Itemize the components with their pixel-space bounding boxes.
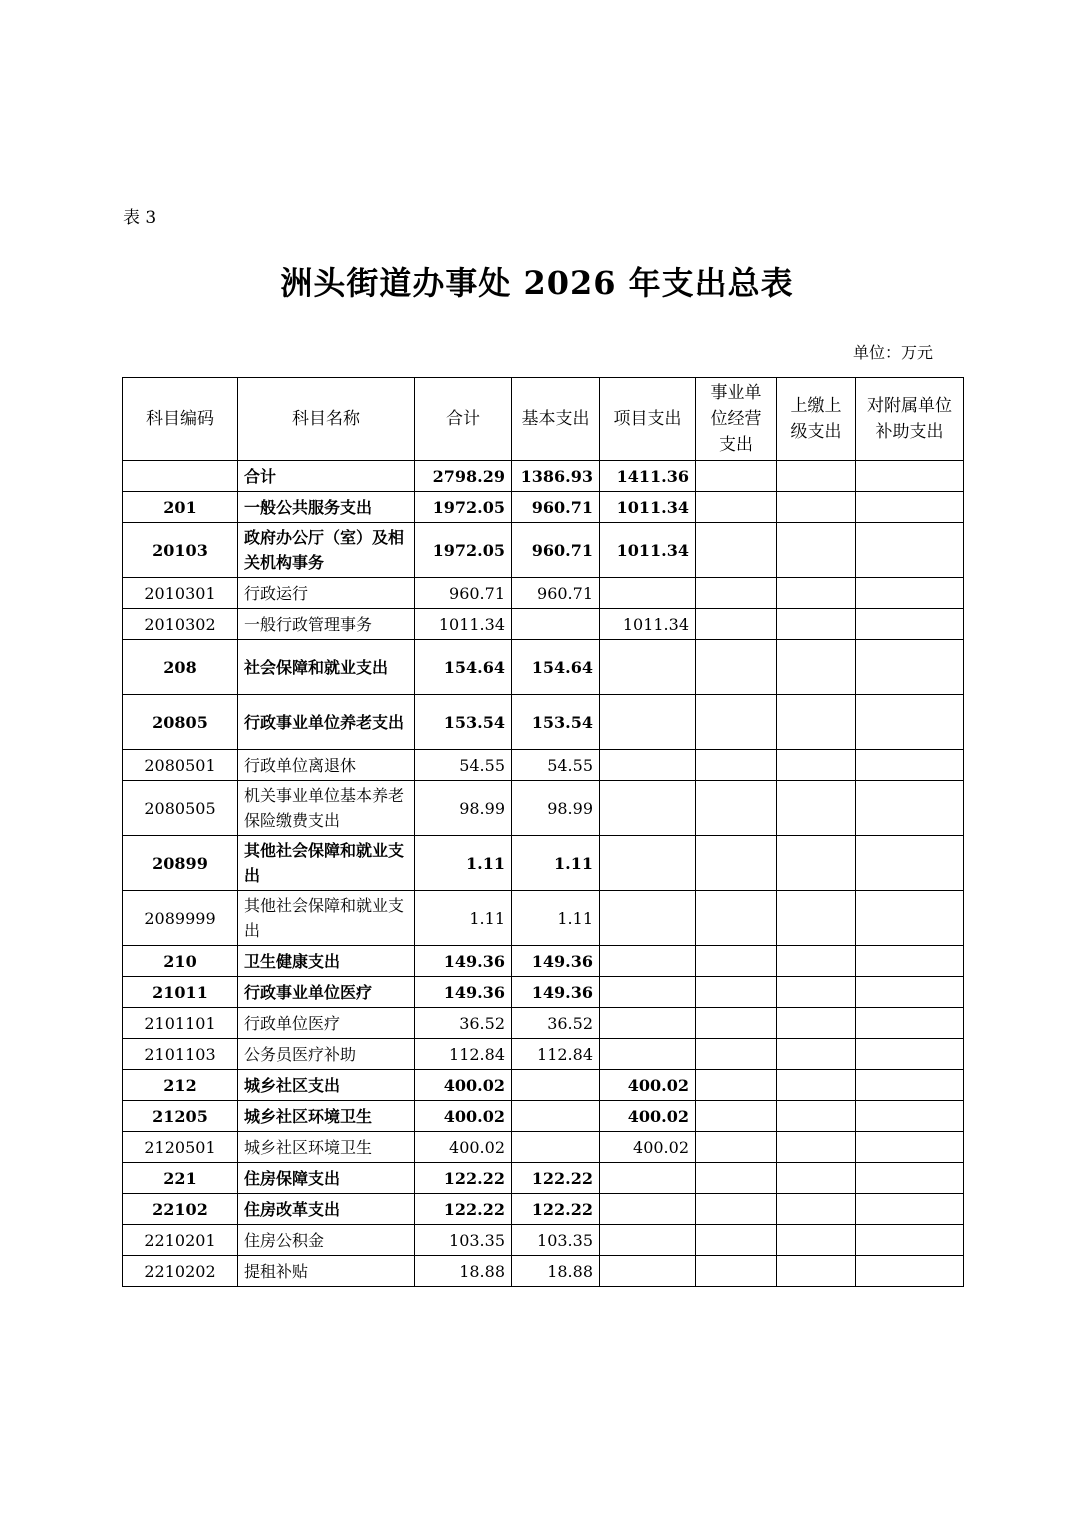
- cell-sub: [856, 1070, 964, 1101]
- cell-basic: 18.88: [512, 1256, 600, 1287]
- cell-upper: [777, 1194, 856, 1225]
- unit-label: 单位：万元: [852, 343, 933, 362]
- cell-basic: 122.22: [512, 1194, 600, 1225]
- column-header: 上缴上级支出: [777, 378, 856, 461]
- cell-total: 154.64: [415, 640, 512, 695]
- cell-basic: 98.99: [512, 781, 600, 836]
- column-header: 项目支出: [600, 378, 696, 461]
- cell-upper: [777, 1070, 856, 1101]
- cell-basic: [512, 1070, 600, 1101]
- cell-name: 社会保障和就业支出: [238, 640, 415, 695]
- cell-name: 住房保障支出: [238, 1163, 415, 1194]
- cell-basic: 1386.93: [512, 461, 600, 492]
- cell-total: 1.11: [415, 891, 512, 946]
- table-row: [123, 578, 964, 609]
- cell-total: 153.54: [415, 695, 512, 750]
- cell-project: [600, 977, 696, 1008]
- cell-biz: [696, 946, 777, 977]
- cell-total: 2798.29: [415, 461, 512, 492]
- cell-upper: [777, 891, 856, 946]
- cell-code: 2080505: [123, 781, 238, 836]
- cell-basic: 149.36: [512, 977, 600, 1008]
- cell-code: 210: [123, 946, 238, 977]
- cell-code: 2101103: [123, 1039, 238, 1070]
- cell-code: 208: [123, 640, 238, 695]
- cell-name: 公务员医疗补助: [238, 1039, 415, 1070]
- cell-total: 122.22: [415, 1163, 512, 1194]
- cell-code: 2120501: [123, 1132, 238, 1163]
- cell-project: [600, 750, 696, 781]
- cell-name: 其他社会保障和就业支出: [238, 836, 415, 891]
- column-header: 对附属单位补助支出: [856, 378, 964, 461]
- cell-name: 政府办公厅（室）及相关机构事务: [238, 523, 415, 578]
- cell-project: 1411.36: [600, 461, 696, 492]
- cell-name: 城乡社区支出: [238, 1070, 415, 1101]
- cell-sub: [856, 946, 964, 977]
- cell-code: 22102: [123, 1194, 238, 1225]
- cell-upper: [777, 1132, 856, 1163]
- cell-upper: [777, 492, 856, 523]
- cell-biz: [696, 781, 777, 836]
- cell-upper: [777, 609, 856, 640]
- cell-name: 一般公共服务支出: [238, 492, 415, 523]
- cell-code: 201: [123, 492, 238, 523]
- cell-project: [600, 836, 696, 891]
- column-header: 基本支出: [512, 378, 600, 461]
- cell-project: [600, 1225, 696, 1256]
- cell-basic: 54.55: [512, 750, 600, 781]
- cell-project: 400.02: [600, 1132, 696, 1163]
- cell-basic: 154.64: [512, 640, 600, 695]
- cell-biz: [696, 578, 777, 609]
- column-header: 合计: [415, 378, 512, 461]
- table-row: [123, 1039, 964, 1070]
- cell-project: 1011.34: [600, 492, 696, 523]
- cell-project: [600, 695, 696, 750]
- cell-basic: [512, 609, 600, 640]
- cell-sub: [856, 695, 964, 750]
- cell-name: 城乡社区环境卫生: [238, 1101, 415, 1132]
- cell-biz: [696, 1070, 777, 1101]
- cell-sub: [856, 1101, 964, 1132]
- cell-code: 2010301: [123, 578, 238, 609]
- table-row: [123, 946, 964, 977]
- cell-biz: [696, 1256, 777, 1287]
- table-row: [123, 891, 964, 946]
- cell-total: 1011.34: [415, 609, 512, 640]
- cell-upper: [777, 461, 856, 492]
- cell-total: 400.02: [415, 1101, 512, 1132]
- cell-sub: [856, 836, 964, 891]
- cell-sub: [856, 461, 964, 492]
- cell-upper: [777, 1163, 856, 1194]
- table-row: [123, 1008, 964, 1039]
- table-row: [123, 609, 964, 640]
- cell-name: 城乡社区环境卫生: [238, 1132, 415, 1163]
- cell-basic: [512, 1101, 600, 1132]
- cell-name: 住房改革支出: [238, 1194, 415, 1225]
- cell-project: [600, 1008, 696, 1039]
- cell-total: 112.84: [415, 1039, 512, 1070]
- cell-total: 54.55: [415, 750, 512, 781]
- page-title: 洲头街道办事处 2026 年支出总表: [280, 264, 794, 302]
- cell-code: 20103: [123, 523, 238, 578]
- cell-basic: 960.71: [512, 578, 600, 609]
- table-row: [123, 836, 964, 891]
- table-row: [123, 492, 964, 523]
- cell-upper: [777, 1039, 856, 1070]
- table-row: [123, 523, 964, 578]
- cell-sub: [856, 1225, 964, 1256]
- cell-sub: [856, 781, 964, 836]
- cell-total: 36.52: [415, 1008, 512, 1039]
- cell-code: 21205: [123, 1101, 238, 1132]
- expense-table: [122, 377, 964, 1287]
- cell-biz: [696, 750, 777, 781]
- cell-biz: [696, 461, 777, 492]
- cell-sub: [856, 1132, 964, 1163]
- cell-name: 提租补贴: [238, 1256, 415, 1287]
- cell-total: 149.36: [415, 977, 512, 1008]
- cell-name: 一般行政管理事务: [238, 609, 415, 640]
- cell-project: [600, 781, 696, 836]
- cell-name: 住房公积金: [238, 1225, 415, 1256]
- cell-name: 其他社会保障和就业支出: [238, 891, 415, 946]
- cell-biz: [696, 1008, 777, 1039]
- cell-project: [600, 891, 696, 946]
- cell-code: 2080501: [123, 750, 238, 781]
- cell-basic: 122.22: [512, 1163, 600, 1194]
- cell-project: 400.02: [600, 1101, 696, 1132]
- cell-name: 行政事业单位养老支出: [238, 695, 415, 750]
- cell-upper: [777, 1101, 856, 1132]
- cell-name: 行政单位医疗: [238, 1008, 415, 1039]
- cell-biz: [696, 695, 777, 750]
- cell-upper: [777, 640, 856, 695]
- cell-sub: [856, 1194, 964, 1225]
- cell-total: 103.35: [415, 1225, 512, 1256]
- cell-basic: 1.11: [512, 891, 600, 946]
- table-row: [123, 1225, 964, 1256]
- cell-upper: [777, 1256, 856, 1287]
- cell-name: 行政运行: [238, 578, 415, 609]
- cell-total: 400.02: [415, 1132, 512, 1163]
- cell-upper: [777, 946, 856, 977]
- cell-sub: [856, 1163, 964, 1194]
- cell-basic: 103.35: [512, 1225, 600, 1256]
- cell-biz: [696, 1101, 777, 1132]
- cell-upper: [777, 1225, 856, 1256]
- cell-basic: 960.71: [512, 492, 600, 523]
- cell-sub: [856, 578, 964, 609]
- table-row: [123, 977, 964, 1008]
- cell-basic: 1.11: [512, 836, 600, 891]
- cell-code: 2010302: [123, 609, 238, 640]
- cell-total: 149.36: [415, 946, 512, 977]
- table-row: [123, 695, 964, 750]
- cell-total: 122.22: [415, 1194, 512, 1225]
- cell-sub: [856, 609, 964, 640]
- table-body: [123, 461, 964, 1287]
- cell-upper: [777, 578, 856, 609]
- cell-upper: [777, 781, 856, 836]
- cell-sub: [856, 891, 964, 946]
- cell-biz: [696, 1163, 777, 1194]
- cell-basic: 149.36: [512, 946, 600, 977]
- cell-upper: [777, 1008, 856, 1039]
- cell-name: 机关事业单位基本养老保险缴费支出: [238, 781, 415, 836]
- cell-total: 1972.05: [415, 492, 512, 523]
- cell-biz: [696, 891, 777, 946]
- cell-code: 2089999: [123, 891, 238, 946]
- table-row: [123, 1070, 964, 1101]
- cell-code: 2101101: [123, 1008, 238, 1039]
- cell-biz: [696, 492, 777, 523]
- table-label: 表 3: [123, 208, 157, 228]
- cell-total: 1972.05: [415, 523, 512, 578]
- cell-project: 1011.34: [600, 609, 696, 640]
- cell-upper: [777, 750, 856, 781]
- table-row: [123, 1163, 964, 1194]
- cell-sub: [856, 1008, 964, 1039]
- cell-name: 行政单位离退休: [238, 750, 415, 781]
- cell-sub: [856, 640, 964, 695]
- cell-total: 98.99: [415, 781, 512, 836]
- cell-sub: [856, 523, 964, 578]
- cell-project: [600, 578, 696, 609]
- table-row: [123, 1194, 964, 1225]
- cell-project: [600, 640, 696, 695]
- cell-project: [600, 1163, 696, 1194]
- cell-basic: 36.52: [512, 1008, 600, 1039]
- cell-project: 400.02: [600, 1070, 696, 1101]
- cell-biz: [696, 640, 777, 695]
- cell-name: 卫生健康支出: [238, 946, 415, 977]
- cell-code: 221: [123, 1163, 238, 1194]
- table-row: [123, 1256, 964, 1287]
- cell-biz: [696, 1132, 777, 1163]
- cell-code: 2210201: [123, 1225, 238, 1256]
- cell-name: 行政事业单位医疗: [238, 977, 415, 1008]
- cell-basic: 153.54: [512, 695, 600, 750]
- cell-basic: 112.84: [512, 1039, 600, 1070]
- cell-total: 400.02: [415, 1070, 512, 1101]
- column-header: 科目名称: [238, 378, 415, 461]
- cell-project: 1011.34: [600, 523, 696, 578]
- cell-biz: [696, 1039, 777, 1070]
- table-header-row: [123, 378, 964, 461]
- cell-biz: [696, 1194, 777, 1225]
- cell-code: 21011: [123, 977, 238, 1008]
- cell-basic: 960.71: [512, 523, 600, 578]
- cell-sub: [856, 977, 964, 1008]
- cell-sub: [856, 750, 964, 781]
- cell-project: [600, 946, 696, 977]
- cell-upper: [777, 695, 856, 750]
- column-header: 事业单位经营支出: [696, 378, 777, 461]
- table-row: [123, 750, 964, 781]
- cell-upper: [777, 523, 856, 578]
- cell-total: 18.88: [415, 1256, 512, 1287]
- table-row: [123, 1101, 964, 1132]
- cell-code: 20805: [123, 695, 238, 750]
- cell-code: 2210202: [123, 1256, 238, 1287]
- cell-sub: [856, 1256, 964, 1287]
- cell-biz: [696, 523, 777, 578]
- cell-basic: [512, 1132, 600, 1163]
- cell-sub: [856, 1039, 964, 1070]
- cell-code: 20899: [123, 836, 238, 891]
- table-row: [123, 1132, 964, 1163]
- cell-code: 212: [123, 1070, 238, 1101]
- cell-sub: [856, 492, 964, 523]
- cell-project: [600, 1256, 696, 1287]
- cell-biz: [696, 609, 777, 640]
- cell-biz: [696, 1225, 777, 1256]
- cell-project: [600, 1194, 696, 1225]
- cell-name: 合计: [238, 461, 415, 492]
- cell-biz: [696, 977, 777, 1008]
- cell-code: [123, 461, 238, 492]
- column-header: 科目编码: [123, 378, 238, 461]
- table-row: [123, 781, 964, 836]
- cell-total: 1.11: [415, 836, 512, 891]
- cell-total: 960.71: [415, 578, 512, 609]
- cell-project: [600, 1039, 696, 1070]
- table-row: [123, 461, 964, 492]
- cell-upper: [777, 977, 856, 1008]
- table-row: [123, 640, 964, 695]
- cell-biz: [696, 836, 777, 891]
- cell-upper: [777, 836, 856, 891]
